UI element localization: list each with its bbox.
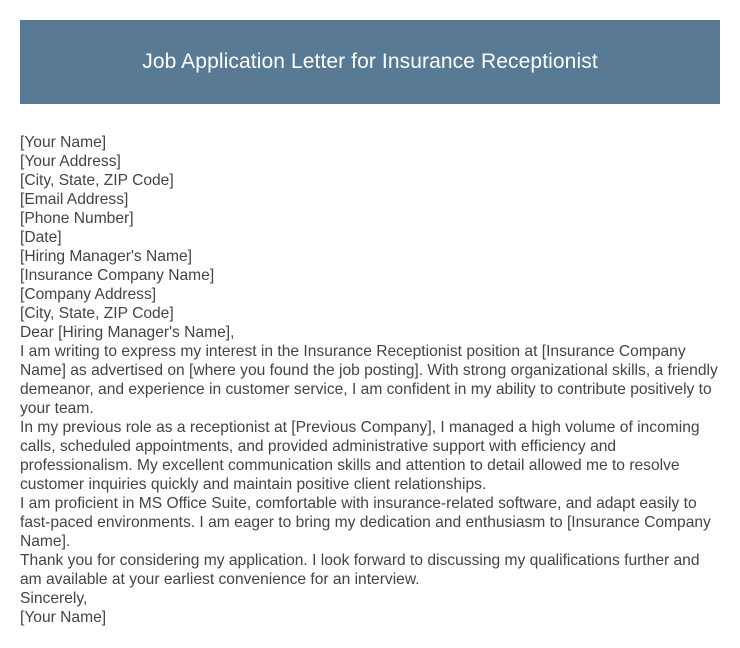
paragraph-skills: I am proficient in MS Office Suite, comfortable with insurance-related software, and adapt easily to fast-paced environments. I am eager to bring my dedication and enthusiasm to [Insurance Company Name].: [20, 495, 711, 550]
document-header: [20, 20, 720, 104]
closing: Sincerely,: [20, 590, 88, 607]
sender-city-state-zip: [City, State, ZIP Code]: [20, 172, 174, 189]
signature: [Your Name]: [20, 609, 107, 626]
letter-date: [Date]: [20, 229, 62, 246]
letter-body: [20, 133, 724, 627]
sender-phone: [Phone Number]: [20, 210, 134, 227]
recipient-city-state-zip: [City, State, ZIP Code]: [20, 305, 174, 322]
salutation: Dear [Hiring Manager's Name],: [20, 324, 235, 341]
sender-name: [Your Name]: [20, 134, 107, 151]
paragraph-thanks: Thank you for considering my application. I look forward to discussing my qualifications further and am available at your earliest convenience for an interview.: [20, 552, 700, 588]
recipient-hiring-manager: [Hiring Manager's Name]: [20, 248, 192, 265]
recipient-company-name: [Insurance Company Name]: [20, 267, 215, 284]
document-title: Job Application Letter for Insurance Receptionist: [142, 50, 598, 73]
paragraph-experience: In my previous role as a receptionist at [Previous Company], I managed a high volume of incoming calls, scheduled appointments, and provided administrative support with efficiency and professionalism. My excellent communication skills and attention to detail allowed me to resolve customer inquiries quickly and maintain positive client relationships.: [20, 419, 700, 493]
sender-email: [Email Address]: [20, 191, 129, 208]
paragraph-intro: I am writing to express my interest in the Insurance Receptionist position at [Insurance Company Name] as advertised on [where you found the job posting]. With strong organizational skills, a friendly demeanor, and experience in customer service, I am confident in my ability to contribute positively to your team.: [20, 343, 718, 417]
recipient-company-address: [Company Address]: [20, 286, 157, 303]
sender-address: [Your Address]: [20, 153, 121, 170]
